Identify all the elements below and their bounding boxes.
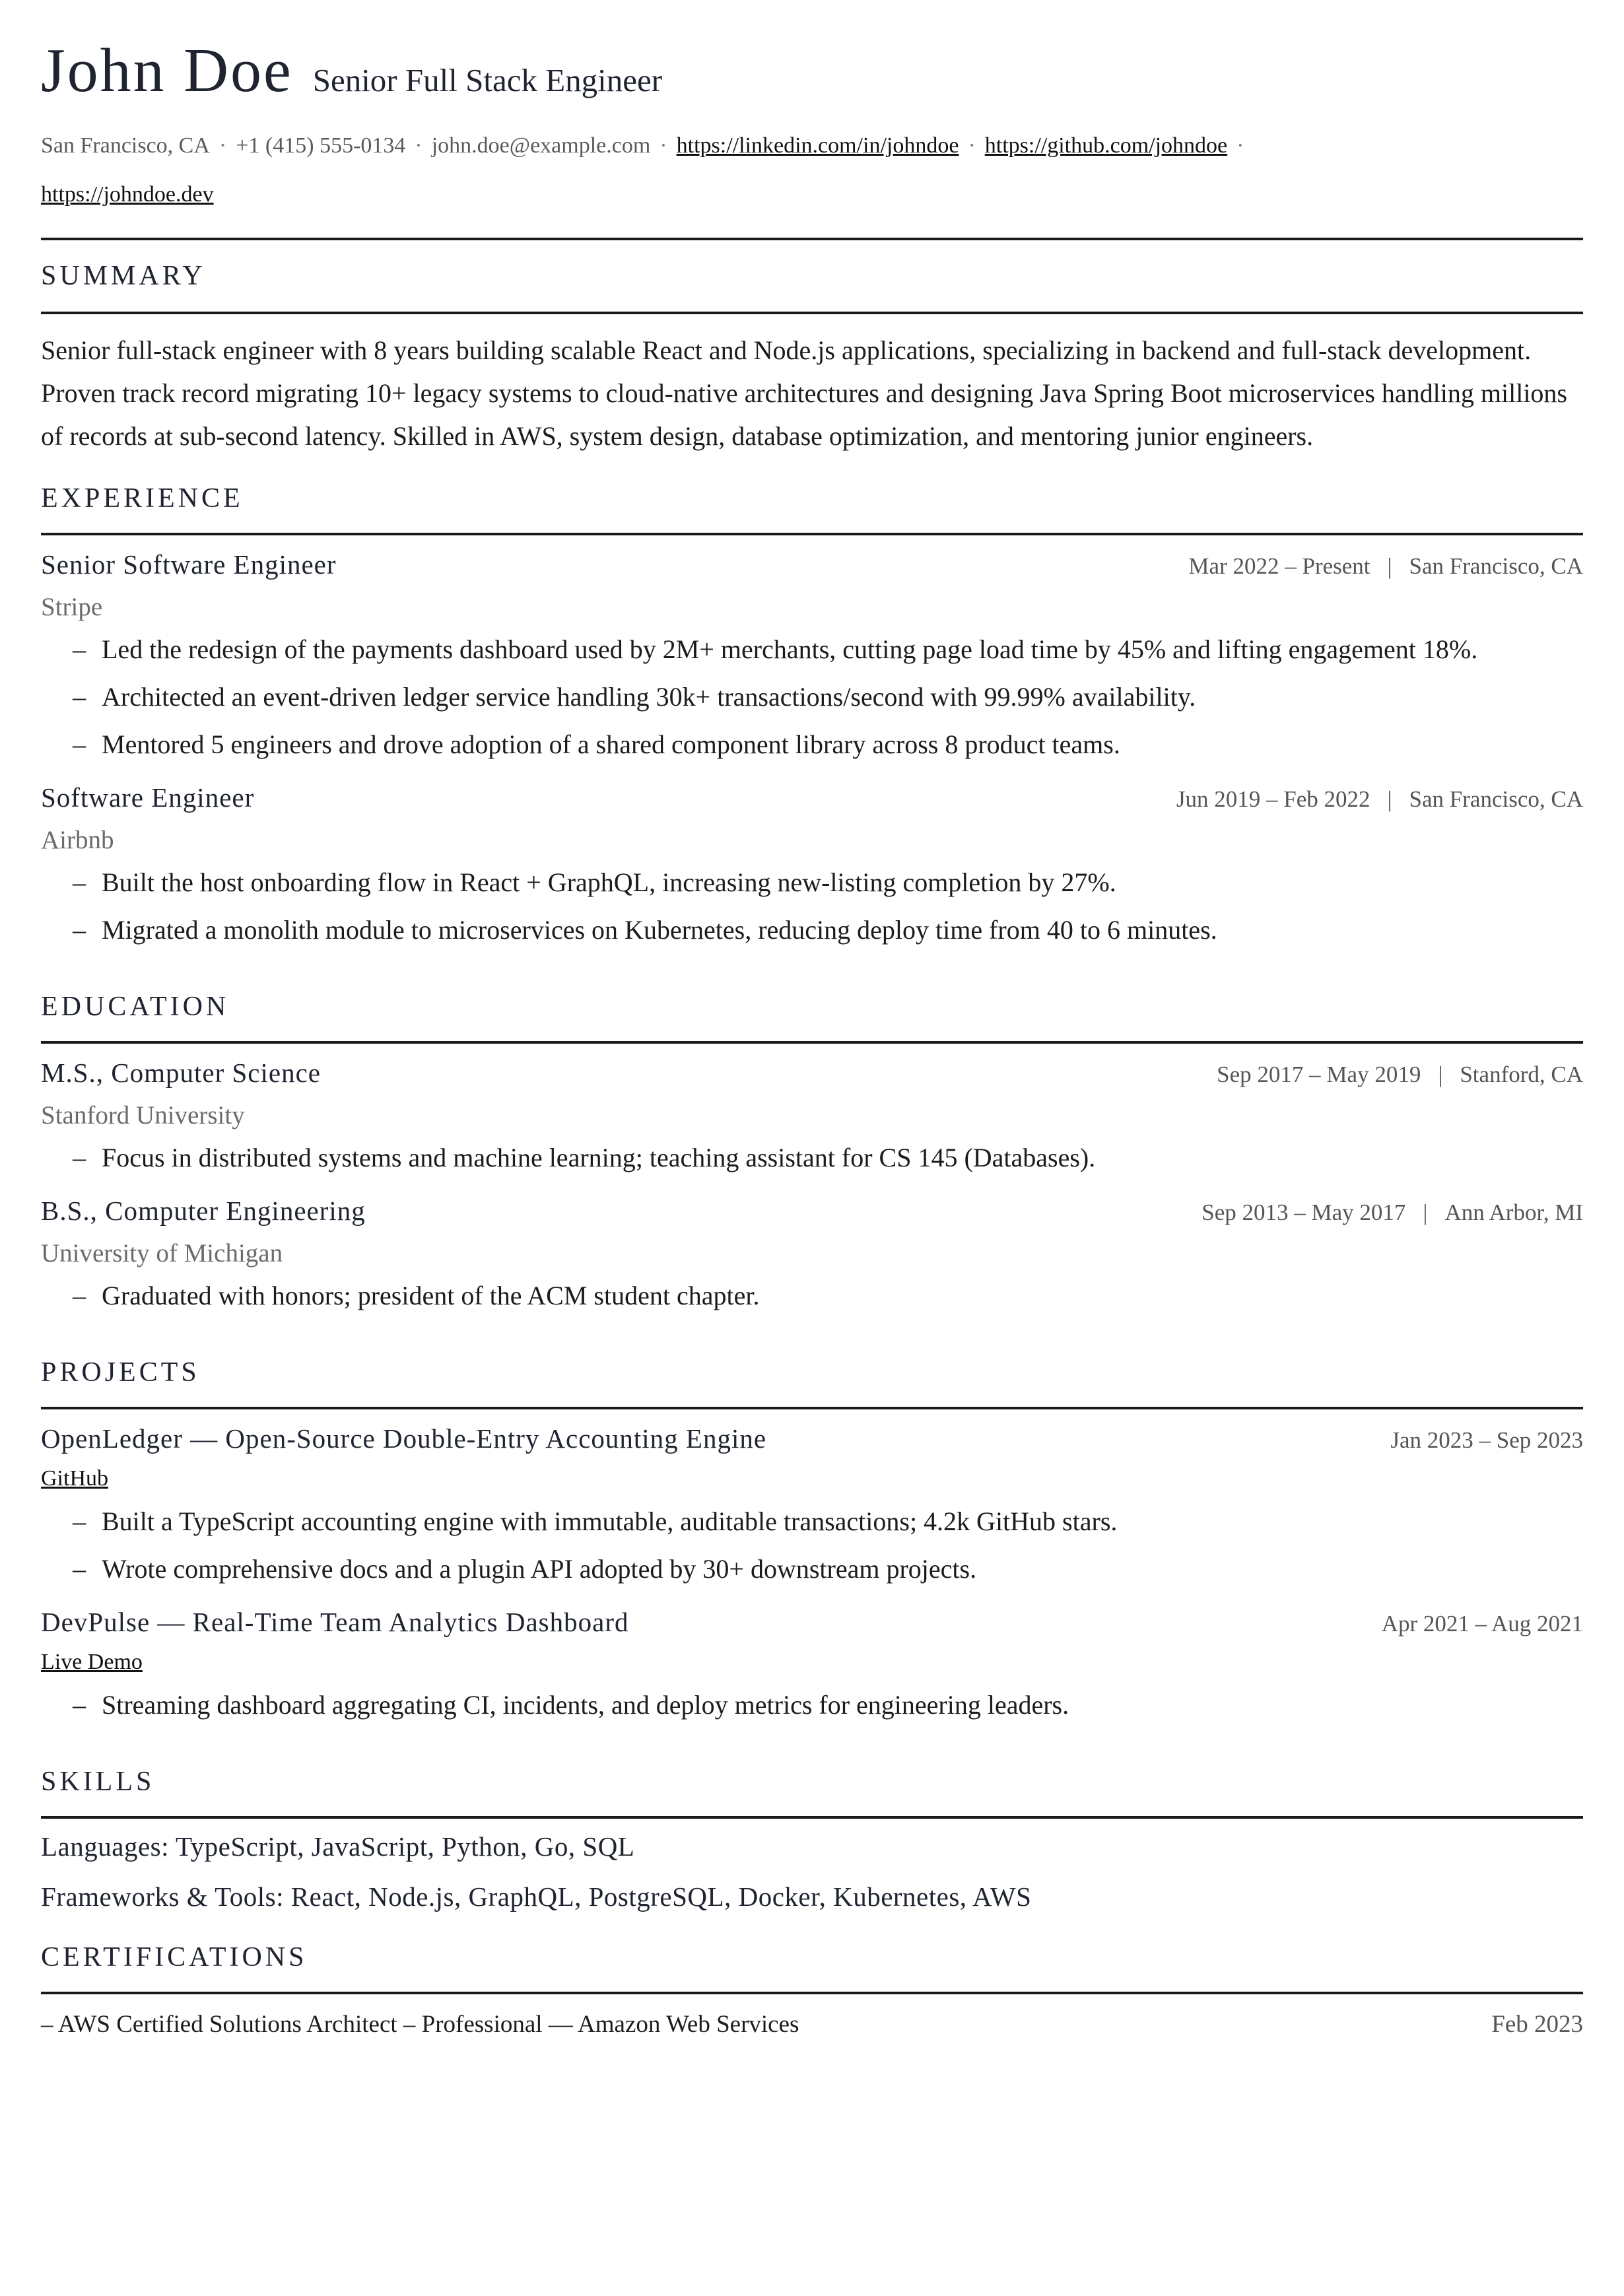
list-item: – Focus in distributed systems and machine learning; teaching assistant for CS 145 (Databases). [41, 1134, 1583, 1182]
divider [41, 1992, 1583, 1994]
linkedin-link[interactable]: https://linkedin.com/in/johndoe [676, 133, 959, 158]
contact-email: john.doe@example.com [431, 133, 651, 158]
project-entry [41, 1606, 1583, 1729]
degree-title: B.S., Computer Engineering [41, 1196, 366, 1226]
job-title: Software Engineer [41, 782, 255, 813]
contact-line [41, 121, 1583, 219]
project-entry [41, 1423, 1583, 1593]
list-item: – Led the redesign of the payments dashboard used by 2M+ merchants, cutting page load time by 45% and lifting engagement 18%. [41, 626, 1583, 673]
separator: · [219, 133, 227, 158]
certification-date: Feb 2023 [1491, 2011, 1583, 2038]
separator: · [1236, 133, 1244, 158]
list-item: – Built a TypeScript accounting engine with immutable, auditable transactions; 4.2k GitHub stars. [41, 1498, 1583, 1545]
job-meta: Mar 2022 – Present | San Francisco, CA [1188, 553, 1583, 579]
skill-line: Languages: TypeScript, JavaScript, Python, Go, SQL [41, 1831, 635, 1862]
divider [41, 1407, 1583, 1409]
project-link[interactable]: Live Demo [41, 1650, 143, 1674]
job-bullets [41, 859, 1583, 954]
separator: · [415, 133, 423, 158]
education-dates: Sep 2013 – May 2017 [1201, 1199, 1406, 1225]
list-item: – Wrote comprehensive docs and a plugin API adopted by 30+ downstream projects. [41, 1545, 1583, 1593]
project-title: OpenLedger — Open-Source Double-Entry Accounting Engine [41, 1423, 767, 1454]
skill-line: Frameworks & Tools: React, Node.js, GraphQL, PostgreSQL, Docker, Kubernetes, AWS [41, 1881, 1032, 1912]
job-location: San Francisco, CA [1409, 786, 1583, 812]
education-bullets [41, 1272, 1583, 1320]
list-item: – Graduated with honors; president of the ACM student chapter. [41, 1272, 1583, 1320]
education-entry [41, 1195, 1583, 1320]
github-link[interactable]: https://github.com/johndoe [984, 133, 1228, 158]
company-name: Airbnb [41, 826, 114, 854]
separator: · [660, 133, 667, 158]
list-item: – Built the host onboarding flow in React + GraphQL, increasing new-listing completion by 27%. [41, 859, 1583, 906]
school-name: Stanford University [41, 1101, 245, 1130]
project-bullets [41, 1681, 1583, 1729]
education-meta: Sep 2017 – May 2019 | Stanford, CA [1217, 1062, 1583, 1087]
job-location: San Francisco, CA [1409, 553, 1583, 579]
company-name: Stripe [41, 593, 103, 621]
certification-text: – AWS Certified Solutions Architect – Professional — Amazon Web Services [41, 2011, 799, 2038]
job-dates: Jun 2019 – Feb 2022 [1176, 786, 1370, 812]
skills-list [41, 1821, 1583, 1922]
section-heading-projects: PROJECTS [41, 1357, 200, 1388]
job-dates: Mar 2022 – Present [1188, 553, 1370, 579]
section-heading-skills: SKILLS [41, 1767, 155, 1797]
job-title: Senior Software Engineer [41, 549, 337, 580]
separator: · [968, 133, 976, 158]
divider [41, 312, 1583, 314]
job-bullets [41, 626, 1583, 768]
list-item: – Architected an event-driven ledger service handling 30k+ transactions/second with 99.99% availability. [41, 673, 1583, 721]
candidate-headline: Senior Full Stack Engineer [312, 62, 663, 98]
education-location: Stanford, CA [1460, 1062, 1583, 1087]
project-link[interactable]: GitHub [41, 1466, 108, 1491]
divider [41, 238, 1583, 240]
list-item: – Migrated a monolith module to microservices on Kubernetes, reducing deploy time from 40 to 6 minutes. [41, 906, 1583, 954]
resume-page [41, 36, 1583, 2039]
section-heading-summary: SUMMARY [41, 261, 206, 291]
school-name: University of Michigan [41, 1239, 283, 1267]
experience-entry [41, 782, 1583, 954]
divider [41, 533, 1583, 535]
section-heading-education: EDUCATION [41, 992, 230, 1022]
project-dates: Jan 2023 – Sep 2023 [1390, 1427, 1583, 1453]
project-title: DevPulse — Real-Time Team Analytics Dashboard [41, 1607, 629, 1637]
education-bullets [41, 1134, 1583, 1182]
education-location: Ann Arbor, MI [1444, 1199, 1583, 1225]
project-bullets [41, 1498, 1583, 1593]
project-dates: Apr 2021 – Aug 2021 [1381, 1611, 1583, 1637]
candidate-name: John Doe [41, 36, 293, 105]
header [41, 36, 1583, 105]
job-meta: Jun 2019 – Feb 2022 | San Francisco, CA [1176, 786, 1583, 812]
education-meta: Sep 2013 – May 2017 | Ann Arbor, MI [1201, 1199, 1583, 1225]
experience-entry [41, 549, 1583, 768]
summary-text: Senior full-stack engineer with 8 years building scalable React and Node.js applications, specializing in backend and full-stack development. Proven track record migrating 10+ legacy systems to cloud-native architectures and designing Java Spring Boot microservices handling millions of records at sub-second latency. Skilled in AWS, system design, database optimization, and mentoring junior engineers. [41, 335, 1567, 451]
list-item: – Mentored 5 engineers and drove adoption of a shared component library across 8 product teams. [41, 721, 1583, 768]
contact-location: San Francisco, CA [41, 133, 210, 158]
website-link[interactable]: https://johndoe.dev [41, 182, 214, 207]
certification-row [41, 2010, 1583, 2039]
section-heading-experience: EXPERIENCE [41, 483, 244, 514]
divider [41, 1041, 1583, 1044]
degree-title: M.S., Computer Science [41, 1058, 321, 1088]
education-entry [41, 1057, 1583, 1182]
divider [41, 1816, 1583, 1819]
contact-phone: +1 (415) 555-0134 [236, 133, 406, 158]
list-item: – Streaming dashboard aggregating CI, incidents, and deploy metrics for engineering leaders. [41, 1681, 1583, 1729]
education-dates: Sep 2017 – May 2019 [1217, 1062, 1421, 1087]
section-heading-certifications: CERTIFICATIONS [41, 1942, 308, 1973]
